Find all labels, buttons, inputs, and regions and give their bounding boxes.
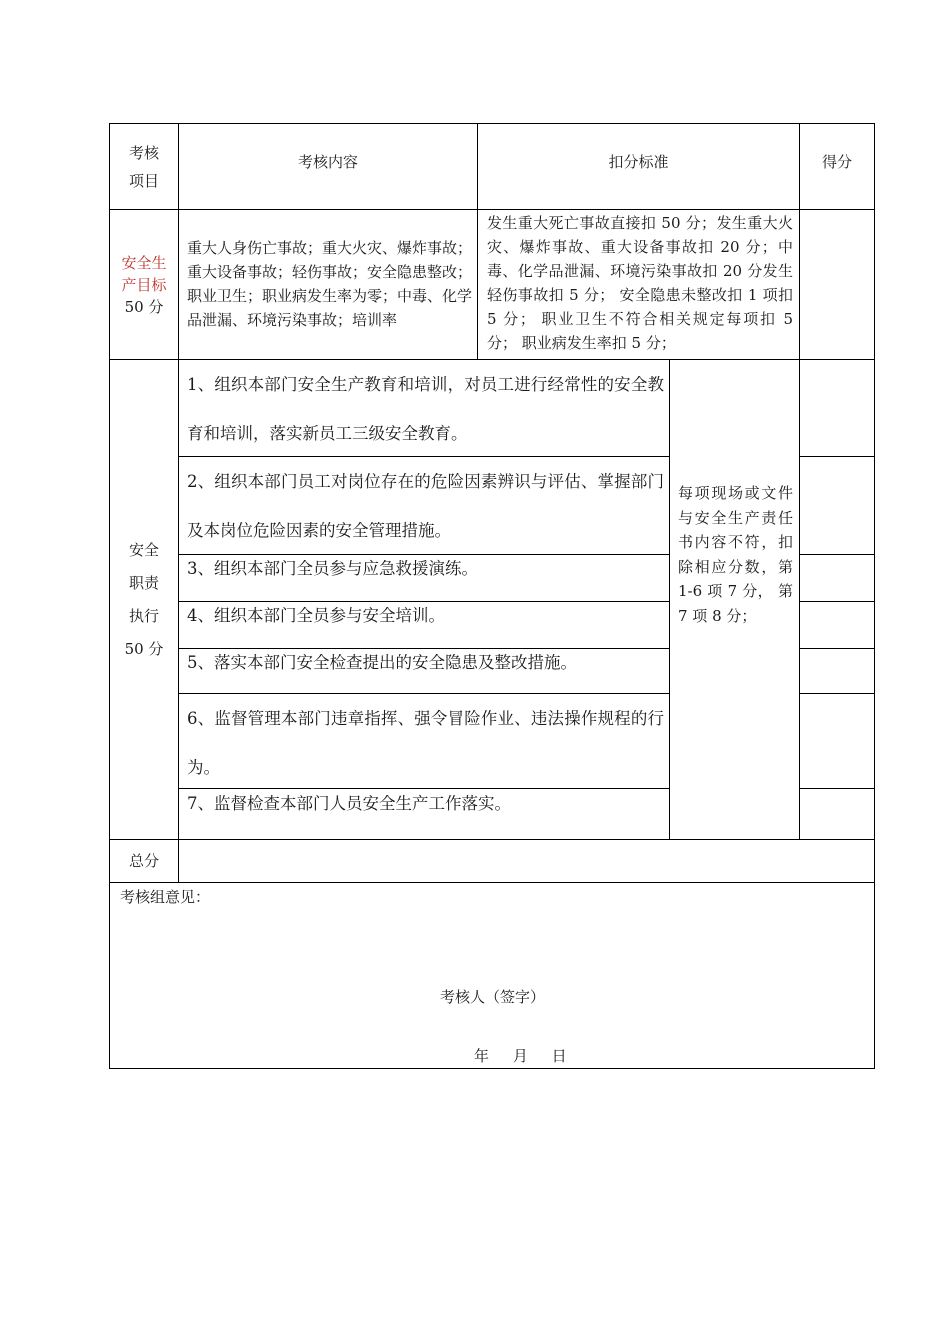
responsibility-item-7: 7、监督检查本部门人员安全生产工作落实。 — [187, 794, 511, 813]
header-content: 考核内容 — [297, 153, 358, 171]
header-standard: 扣分标准 — [608, 153, 669, 171]
row1-standard: 发生重大死亡事故直接扣 50 分；发生重大火灾、爆炸事故、重大设备事故扣 20 分；中毒、化学品泄漏、环境污染事故扣 20 分发生轻伤事故扣 5 分； 安全隐患未整改扣 1 项扣 5 分； 职业卫生不符合相关规定每项扣 5 分； 职业病发生率扣 5 分； — [487, 214, 793, 352]
responsibility-item-6: 6、监督管理本部门违章指挥、强令冒险作业、违法操作规程的行为。 — [187, 709, 664, 777]
row2-item-line-3: 执行 — [128, 606, 159, 625]
responsibility-item-4: 4、组织本部门全员参与安全培训。 — [187, 606, 445, 625]
row1-content: 重大人身伤亡事故；重大火灾、爆炸事故；重大设备事故；轻伤事故；安全隐患整改；职业卫生；职业病发生率为零；中毒、化学品泄漏、环境污染事故；培训率 — [187, 239, 473, 329]
responsibility-item-2: 2、组织本部门员工对岗位存在的危险因素辨识与评估、掌握部门及本岗位危险因素的安全管理措施。 — [187, 472, 664, 540]
row1-item-points: 50 分 — [124, 297, 164, 316]
date-label: 年 月 日 — [474, 1047, 567, 1065]
responsibility-item-1: 1、组织本部门安全生产教育和培训，对员工进行经常性的安全教育和培训，落实新员工三级安全教育。 — [187, 375, 664, 443]
row2-standard: 每项现场或文件与安全生产责任书内容不符，扣除相应分数，第 1-6 项 7 分， 第 7 项 8 分； — [678, 484, 793, 625]
header-item — [110, 124, 178, 209]
row2-item — [110, 360, 178, 839]
row1-item-line-2: 产目标 — [121, 275, 167, 294]
header-score: 得分 — [821, 153, 852, 171]
header-item-line-2: 项目 — [128, 171, 159, 190]
row1-item — [110, 210, 178, 359]
row2-item-line-1: 安全 — [128, 540, 159, 559]
responsibility-item-3: 3、组织本部门全员参与应急救援演练。 — [187, 559, 478, 578]
header-item-line-1: 考核 — [128, 143, 159, 162]
total-label: 总分 — [128, 852, 159, 870]
row1-item-line-1: 安全生 — [121, 253, 167, 272]
opinion-label: 考核组意见： — [120, 888, 211, 906]
row2-item-line-2: 职责 — [128, 573, 159, 592]
responsibility-item-5: 5、落实本部门安全检查提出的安全隐患及整改措施。 — [187, 653, 577, 672]
row2-item-points: 50 分 — [124, 639, 164, 658]
signer-label: 考核人（签字） — [440, 988, 546, 1006]
